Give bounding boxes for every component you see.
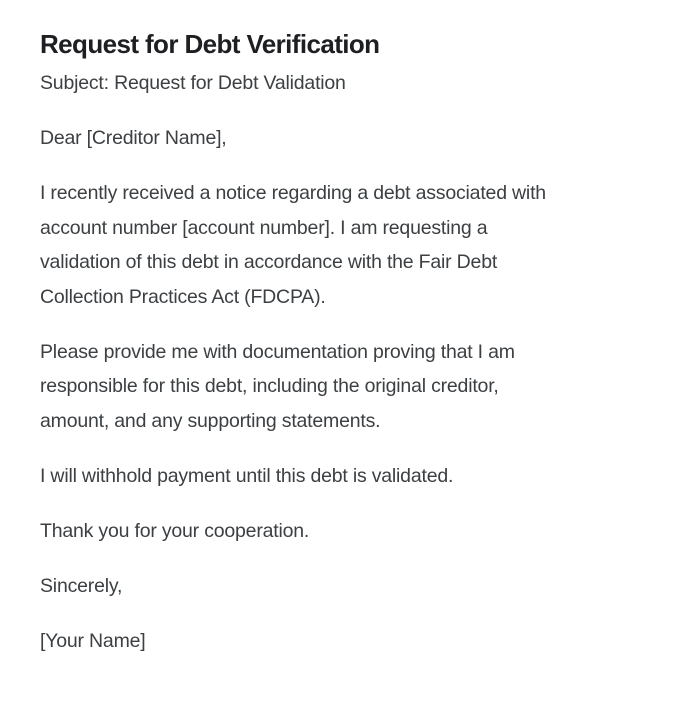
text-line: Dear [Creditor Name], bbox=[40, 127, 227, 149]
document-title: Request for Debt Verification bbox=[40, 29, 380, 59]
salutation bbox=[40, 121, 660, 156]
subject-line bbox=[40, 66, 660, 101]
text-line: account number [account number]. I am requesting a bbox=[40, 216, 488, 239]
body-paragraph-1 bbox=[40, 176, 660, 314]
closing-thanks bbox=[40, 514, 660, 549]
text-line: Sincerely, bbox=[40, 574, 123, 597]
text-line: Subject: Request for Debt Validation bbox=[40, 72, 346, 94]
text-line: amount, and any supporting statements. bbox=[40, 409, 381, 432]
text-line: I will withhold payment until this debt is validated. bbox=[40, 464, 454, 487]
text-line: responsible for this debt, including the original creditor, bbox=[40, 375, 499, 397]
text-line: Collection Practices Act (FDCPA). bbox=[40, 285, 326, 308]
signature-placeholder bbox=[40, 624, 660, 659]
text-line: I recently received a notice regarding a debt associated with bbox=[40, 182, 546, 204]
text-line: Thank you for your cooperation. bbox=[40, 519, 310, 542]
body-paragraph-2 bbox=[40, 335, 660, 439]
sign-off bbox=[40, 569, 660, 604]
text-line: [Your Name] bbox=[40, 629, 146, 652]
text-line: Please provide me with documentation proving that I am bbox=[40, 340, 515, 363]
body-paragraph-3 bbox=[40, 459, 660, 494]
text-line: validation of this debt in accordance with the Fair Debt bbox=[40, 251, 498, 273]
